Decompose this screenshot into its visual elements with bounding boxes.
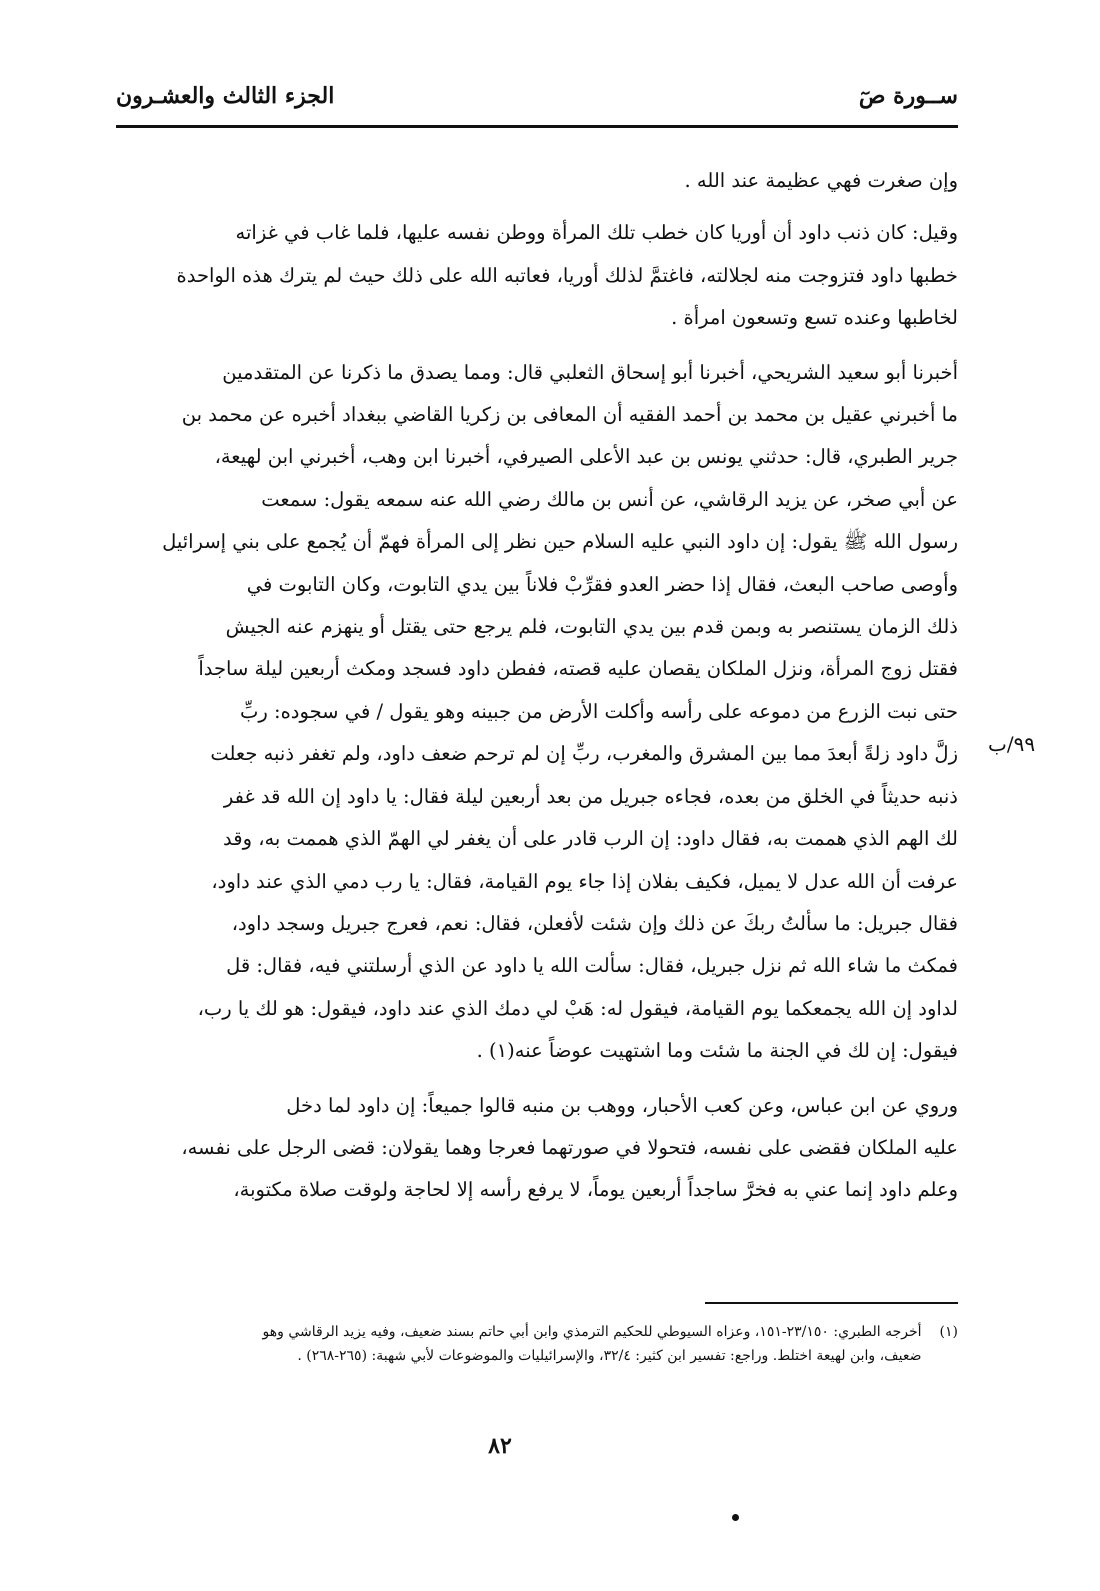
body-text — [116, 160, 958, 1222]
footnote-number: (١) — [939, 1324, 958, 1340]
margin-folio-marker: ٩٩/ب — [988, 732, 1036, 756]
running-header — [116, 78, 958, 114]
text-line: وأوصى صاحب البعث، فقال إذا حضر العدو فقرِّبْ فلاناً بين يدي التابوت، وكان التابوت في — [246, 572, 958, 596]
footnote-line: ضعيف، وابن لهيعة اختلط. وراجع: تفسير ابن كثير: ٣٢/٤، والإسرائيليات والموضوعات لأبي شهبة: (٢٦٥-٢٦٨) . — [297, 1348, 922, 1364]
text-line: فقتل زوج المرأة، ونزل الملكان يقصان عليه قصته، ففطن داود فسجد ومكث أربعين ليلة ساجداً — [198, 657, 958, 681]
text-line: وعلم داود إنما عني به فخرَّ ساجداً أربعين يوماً، لا يرفع رأسه إلا لحاجة ولوقت صلاة مكتوبة، — [233, 1178, 958, 1202]
text-line: أخبرنا أبو سعيد الشريحي، أخبرنا أبو إسحاق الثعلبي قال: ومما يصدق ما ذكرنا عن المتقدمين — [222, 360, 958, 384]
paragraph — [116, 212, 958, 339]
footnote-line: أخرجه الطبري: ٢٣/١٥٠-١٥١، وعزاه السيوطي للحكيم الترمذي وابن أبي حاتم بسند ضعيف، وفيه يزيد الرقاشي وهو — [262, 1324, 922, 1340]
paragraph — [116, 1085, 958, 1212]
footnote-text — [116, 1320, 922, 1368]
text-line: زلَّ داود زلةً أبعدَ مما بين المشرق والمغرب، ربِّ إن لم ترحم ضعف داود، ولم تغفر ذنبه جعلت — [210, 742, 958, 766]
paragraph — [116, 352, 958, 1073]
text-line: ذلك الزمان يستنصر به وبمن قدم بين يدي التابوت، فلم يرجع حتى يقتل أو ينهزم عنه الجيش — [225, 615, 958, 639]
text-line: وإن صغرت فهي عظيمة عند الله . — [684, 169, 958, 192]
footnote-rule — [705, 1302, 958, 1304]
paragraph — [116, 160, 958, 202]
text-line: فمكث ما شاء الله ثم نزل جبريل، فقال: سألت الله يا داود عن الذي أرسلتني فيه، فقال: قل — [226, 954, 958, 978]
scan-speck — [732, 1514, 739, 1521]
text-line: فقال جبريل: ما سألتُ ربكَ عن ذلك وإن شئت لأفعلن، فقال: نعم، فعرج جبريل وسجد داود، — [231, 911, 958, 935]
header-rule — [116, 125, 958, 128]
surah-title: ســورة صٓ — [858, 83, 958, 109]
text-line: جرير الطبري، قال: حدثني يونس بن عبد الأعلى الصيرفي، أخبرنا ابن وهب، أخبرني ابن لهيعة، — [214, 445, 958, 469]
text-line: ما أخبرني عقيل بن محمد بن أحمد الفقيه أن المعافى بن زكريا القاضي ببغداد أخبره عن محمد بن — [181, 403, 958, 427]
text-line: لك الهم الذي هممت به، فقال داود: إن الرب قادر على أن يغفر لي الهمّ الذي هممت به، وقد — [223, 827, 958, 851]
text-line: عرفت أن الله عدل لا يميل، فكيف بفلان إذا جاء يوم القيامة، فقال: يا رب دمي الذي عند داود، — [211, 869, 958, 893]
text-line: وروي عن ابن عباس، وعن كعب الأحبار، ووهب بن منبه قالوا جميعاً: إن داود لما دخل — [286, 1093, 958, 1117]
text-line: رسول الله ﷺ يقول: إن داود النبي عليه السلام حين نظر إلى المرأة فهمّ أن يُجمع على بني إسرائيل — [162, 530, 958, 554]
part-title: الجزء الثالث والعشـرون — [116, 83, 335, 109]
text-line: خطبها داود فتزوجت منه لجلالته، فاغتمَّ لذلك أوريا، فعاتبه الله على ذلك حيث لم يترك هذه الواحدة — [176, 263, 958, 287]
text-line: لخاطبها وعنده تسع وتسعون امرأة . — [671, 306, 958, 330]
page-number: ٨٢ — [488, 1433, 512, 1459]
text-line: عن أبي صخر، عن يزيد الرقاشي، عن أنس بن مالك رضي الله عنه سمعه يقول: سمعت — [261, 487, 958, 511]
text-line: وقيل: كان ذنب داود أن أوريا كان خطب تلك المرأة ووطن نفسه عليها، فلما غاب في غزاته — [235, 221, 958, 245]
text-line: حتى نبت الزرع من دموعه على رأسه وأكلت الأرض من جبينه وهو يقول / في سجوده: ربِّ — [240, 699, 958, 723]
text-line: فيقول: إن لك في الجنة ما شئت وما اشتهيت عوضاً عنه(١) . — [476, 1039, 958, 1063]
footnote — [116, 1320, 958, 1368]
text-line: لداود إن الله يجمعكما يوم القيامة، فيقول له: هَبْ لي دمك الذي عند داود، فيقول: هو لك يا رب، — [197, 996, 958, 1020]
text-line: عليه الملكان فقضى على نفسه، فتحولا في صورتهما فعرجا وهما يقولان: قضى الرجل على نفسه، — [181, 1135, 958, 1159]
text-line: ذنبه حديثاً في الخلق من بعده، فجاءه جبريل من بعد أربعين ليلة فقال: يا داود إن الله قد غفر — [223, 784, 958, 808]
